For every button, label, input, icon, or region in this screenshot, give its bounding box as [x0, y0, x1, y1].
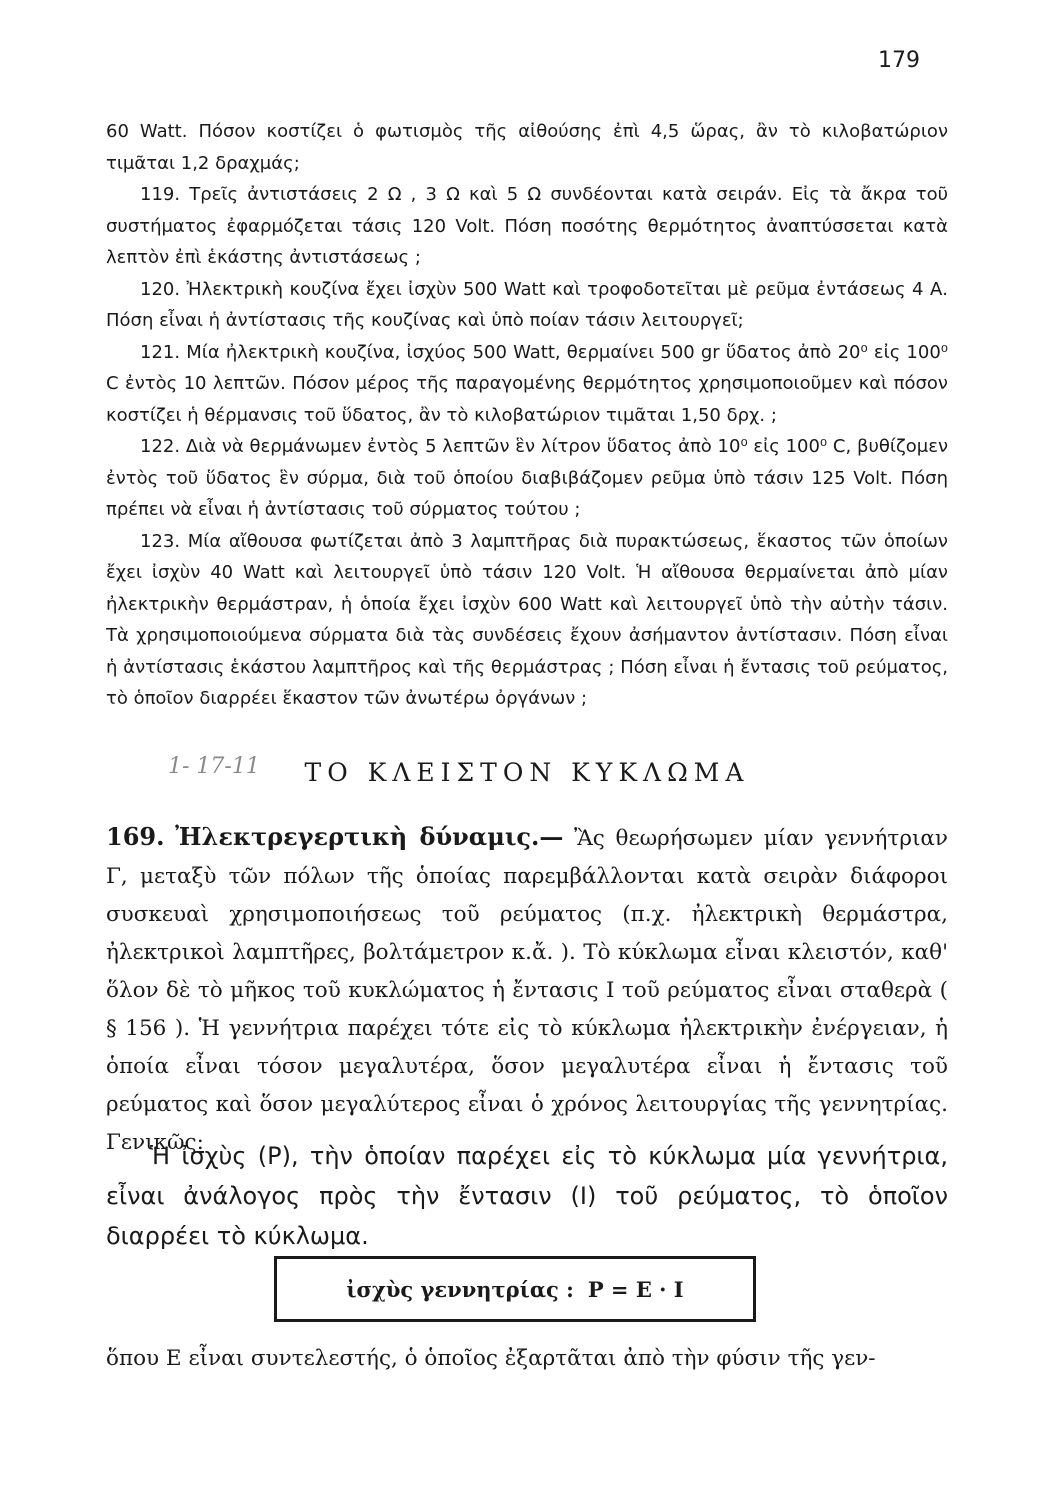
- exercise-continuation: 60 Watt. Πόσον κοστίζει ὁ φωτισμὸς τῆς αἰθούσης ἐπὶ 4,5 ὥρας, ἂν τὸ κιλοβατώριον τιμᾶται 1,2 δραχμάς;: [106, 121, 948, 174]
- law-statement-text: Ἡ ἰσχὺς (P), τὴν ὁποίαν παρέχει εἰς τὸ κύκλωμα μία γεννήτρια, εἶναι ἀνάλογος πρὸς τὴν ἔντασιν (I) τοῦ ρεύματος, τὸ ὁποῖον διαρρέει τὸ κύκλωμα.: [106, 1142, 948, 1250]
- formula-box: [274, 1256, 756, 1322]
- law-statement: [106, 1136, 948, 1256]
- after-formula-paragraph: [106, 1340, 948, 1378]
- exercise-list: [106, 116, 948, 715]
- formula-label: ἰσχὺς γεννητρίας :: [346, 1276, 574, 1302]
- section-heading: ΤΟ ΚΛΕΙΣΤΟΝ ΚΥΚΛΩΜΑ: [304, 758, 750, 787]
- section-title: Ἠλεκτρεγερτικὴ δύναμις.—: [175, 822, 564, 851]
- exercise-122: 122. Διὰ νὰ θερμάνωμεν ἐντὸς 5 λεπτῶν ἓν λίτρον ὕδατος ἀπὸ 10⁰ εἰς 100⁰ C, βυθίζομεν ἐντὸς τοῦ ὕδατος ἓν σύρμα, διὰ τοῦ ὁποίου διαβιβάζομεν ρεῦμα ὑπὸ τάσιν 125 Volt. Πόση πρέπει νὰ εἶναι ἡ ἀντίστασις τοῦ σύρματος τούτου ;: [106, 436, 948, 520]
- exercise-121: 121. Μία ἠλεκτρικὴ κουζίνα, ἰσχύος 500 Watt, θερμαίνει 500 gr ὕδατος ἀπὸ 20⁰ εἰς 100⁰ C ἐντὸς 10 λεπτῶν. Πόσον μέρος τῆς παραγομένης θερμότητος χρησιμοποιοῦμεν καὶ πόσον κοστίζει ἡ θέρμανσις τοῦ ὕδατος, ἂν τὸ κιλοβατώριον τιμᾶται 1,50 δρχ. ;: [106, 341, 948, 426]
- exercise-119: 119. Τρεῖς ἀντιστάσεις 2 Ω , 3 Ω καὶ 5 Ω συνδέονται κατὰ σειράν. Εἰς τὰ ἄκρα τοῦ συστήματος ἐφαρμόζεται τάσις 120 Volt. Πόση ποσότης θερμότητος ἀναπτύσσεται κατὰ λεπτὸν ἐπὶ ἑκάστης ἀντιστάσεως ;: [106, 184, 948, 268]
- page-number: 179: [878, 48, 920, 73]
- exercise-123: 123. Μία αἴθουσα φωτίζεται ἀπὸ 3 λαμπτῆρας διὰ πυρακτώσεως, ἕκαστος τῶν ὁποίων ἔχει ἰσχὺν 40 Watt καὶ λειτουργεῖ ὑπὸ τάσιν 120 Volt. Ἡ αἴθουσα θερμαίνεται ἀπὸ μίαν ἠλεκτρικὴν θερμάστραν, ἡ ὁποία ἔχει ἰσχὺν 600 Watt καὶ λειτουργεῖ ὑπὸ τὴν αὐτὴν τάσιν. Τὰ χρησιμοποιούμενα σύρματα διὰ τὰς συνδέσεις ἔχουν ἀσήμαντον ἀντίστασιν. Πόση εἶναι ἡ ἀντίστασις ἑκάστου λαμπτῆρος καὶ τῆς θερμάστρας ; Πόση εἶναι ἡ ἔντασις τοῦ ρεύματος, τὸ ὁποῖον διαρρέει ἕκαστον τῶν ἀνωτέρω ὀργάνων ;: [106, 530, 948, 709]
- section-number: 169.: [106, 822, 165, 851]
- section-169: [106, 818, 948, 1162]
- after-formula-text: ὅπου E εἶναι συντελεστής, ὁ ὁποῖος ἐξαρτᾶται ἀπὸ τὴν φύσιν τῆς γεν-: [106, 1346, 876, 1371]
- exercise-120: 120. Ἠλεκτρικὴ κουζίνα ἔχει ἰσχὺν 500 Watt καὶ τροφοδοτεῖται μὲ ρεῦμα ἐντάσεως 4 Α. Πόση εἶναι ἡ ἀντίστασις τῆς κουζίνας καὶ ὑπὸ ποίαν τάσιν λειτουργεῖ;: [106, 278, 948, 331]
- section-body: Ἂς θεωρήσωμεν μίαν γεννήτριαν Γ, μεταξὺ τῶν πόλων τῆς ὁποίας παρεμβάλλονται κατὰ σειρὰν διάφοροι συσκευαὶ χρησιμοποιήσεως τοῦ ρεύματος (π.χ. ἠλεκτρικὴ θερμάστρα, ἠλεκτρικοὶ λαμπτῆρες, βολτάμετρον κ.ἄ. ). Τὸ κύκλωμα εἶναι κλειστόν, καθ' ὅλον δὲ τὸ μῆκος τοῦ κυκλώματος ἡ ἔντασις I τοῦ ρεύματος εἶναι σταθερὰ ( § 156 ). Ἡ γεννήτρια παρέχει τότε εἰς τὸ κύκλωμα ἠλεκτρικὴν ἐνέργειαν, ἡ ὁποία εἶναι τόσον μεγαλυτέρα, ὅσον μεγαλυτέρα εἶναι ἡ ἔντασις τοῦ ρεύματος καὶ ὅσον μεγαλύτερος εἶναι ὁ χρόνος λειτουργίας τῆς γεννητρίας. Γενικῶς:: [106, 826, 948, 1155]
- formula-equation: P = E · I: [587, 1276, 684, 1302]
- handwritten-note: 1- 17-11: [168, 754, 260, 779]
